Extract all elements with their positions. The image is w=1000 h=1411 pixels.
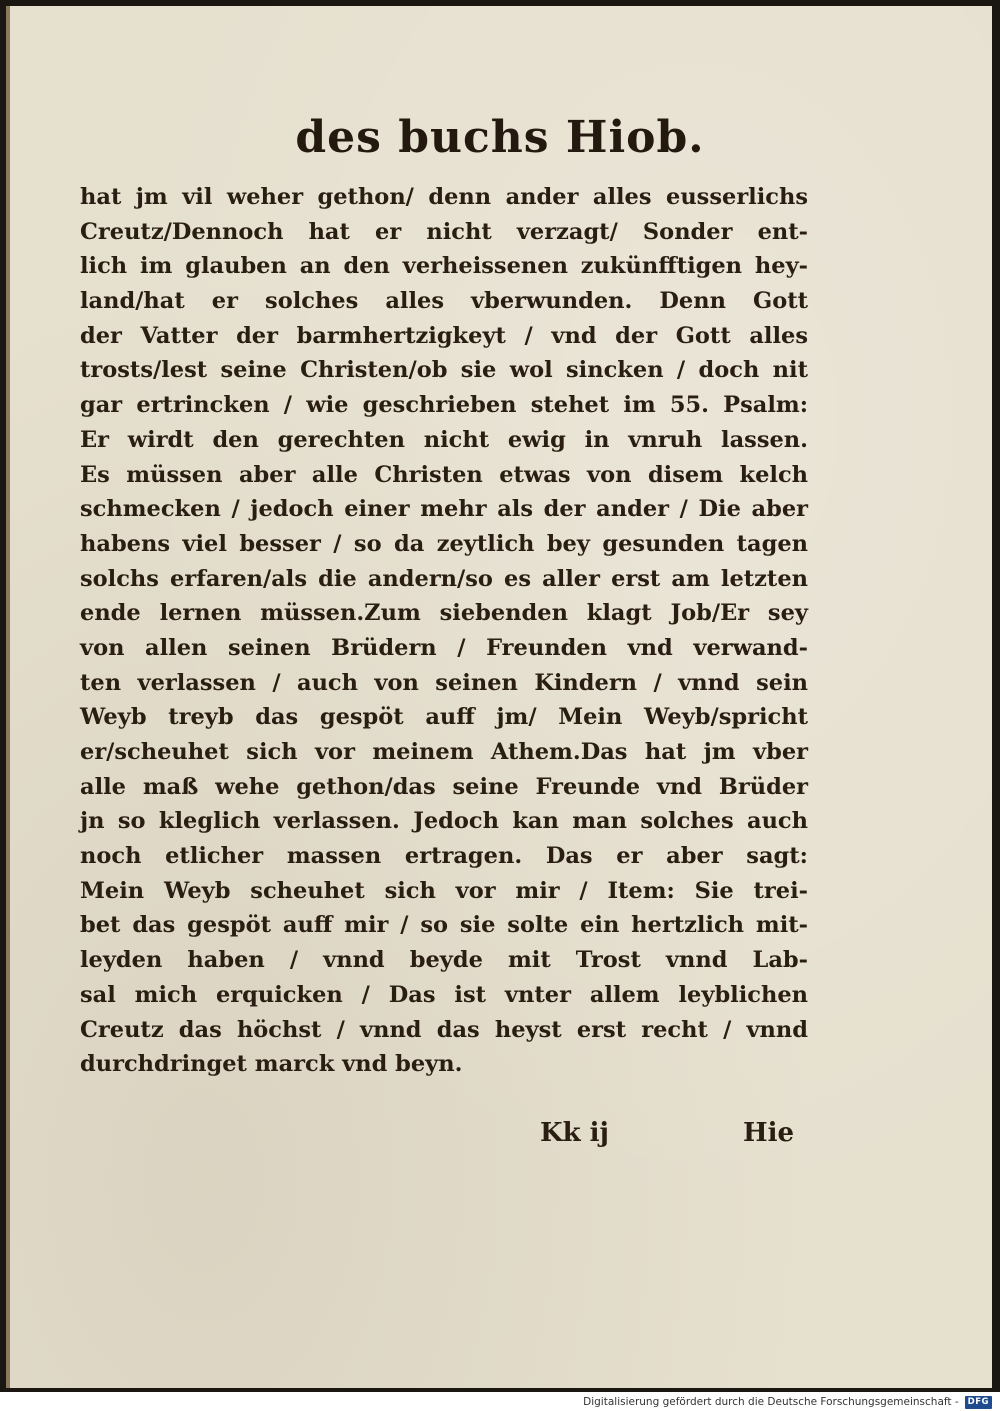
text-line: ten verlassen / auch von seinen Kindern / vnnd sein bbox=[80, 669, 808, 696]
running-head: des buchs Hiob. bbox=[295, 112, 705, 163]
text-line: von allen seinen Brüdern / Freunden vnd verwand- bbox=[80, 634, 808, 661]
text-line: Es müssen aber alle Christen etwas von disem kelch bbox=[80, 461, 808, 488]
text-line: trosts/lest seine Christen/ob sie wol sincken / doch nit bbox=[80, 357, 808, 384]
text-line: Creutz das höchst / vnnd das heyst erst recht / vnnd bbox=[80, 1016, 808, 1043]
page-catchline bbox=[530, 1118, 800, 1158]
text-line: schmecken / jedoch einer mehr als der ander / Die aber bbox=[80, 496, 808, 523]
text-line: jn so kleglich verlassen. Jedoch kan man solches auch bbox=[80, 808, 808, 835]
text-line: leyden haben / vnnd beyde mit Trost vnnd Lab- bbox=[80, 947, 808, 974]
text-line: er/scheuhet sich vor meinem Athem.Das hat jm vber bbox=[80, 739, 808, 765]
signature-mark: Kk ij bbox=[540, 1118, 609, 1148]
dfg-logo: DFG bbox=[965, 1396, 992, 1409]
text-line: alle maß wehe gethon/das seine Freunde vnd Brüder bbox=[80, 773, 808, 800]
text-line: ende lernen müssen.Zum siebenden klagt Job/Er sey bbox=[80, 600, 808, 627]
text-line: der Vatter der barmhertzigkeyt / vnd der Gott alles bbox=[80, 322, 808, 349]
text-line: lich im glauben an den verheissenen zukünfftigen hey- bbox=[80, 253, 808, 280]
text-line: hat jm vil weher gethon/ denn ander alles eusserlichs bbox=[80, 184, 808, 210]
text-line: bet das gespöt auff mir / so sie solte ein hertzlich mit- bbox=[80, 912, 808, 939]
text-line: Mein Weyb scheuhet sich vor mir / Item: Sie trei- bbox=[80, 877, 808, 904]
text-line: solchs erfaren/als die andern/so es aller erst am letzten bbox=[80, 565, 808, 592]
text-line: durchdringet marck vnd beyn. bbox=[80, 1051, 463, 1078]
page-edge bbox=[6, 6, 10, 1388]
text-line: Creutz/Dennoch hat er nicht verzagt/ Sonder ent- bbox=[80, 218, 808, 245]
digitization-footer bbox=[583, 1394, 992, 1410]
text-line: land/hat er solches alles vberwunden. Denn Gott bbox=[80, 288, 808, 315]
page-body-text bbox=[80, 180, 808, 1082]
text-line: gar ertrincken / wie geschrieben stehet im 55. Psalm: bbox=[80, 392, 808, 419]
funding-credit: Digitalisierung gefördert durch die Deutsche Forschungsgemeinschaft - bbox=[583, 1396, 959, 1408]
text-line: Weyb treyb das gespöt auff jm/ Mein Weyb/spricht bbox=[80, 704, 808, 731]
text-line: noch etlicher massen ertragen. Das er aber sagt: bbox=[80, 843, 808, 870]
text-line: sal mich erquicken / Das ist vnter allem leyblichen bbox=[80, 981, 808, 1008]
catchword: Hie bbox=[743, 1118, 794, 1148]
text-line: habens viel besser / so da zeytlich bey gesunden tagen bbox=[80, 530, 808, 557]
text-line: Er wirdt den gerechten nicht ewig in vnruh lassen. bbox=[80, 426, 808, 453]
